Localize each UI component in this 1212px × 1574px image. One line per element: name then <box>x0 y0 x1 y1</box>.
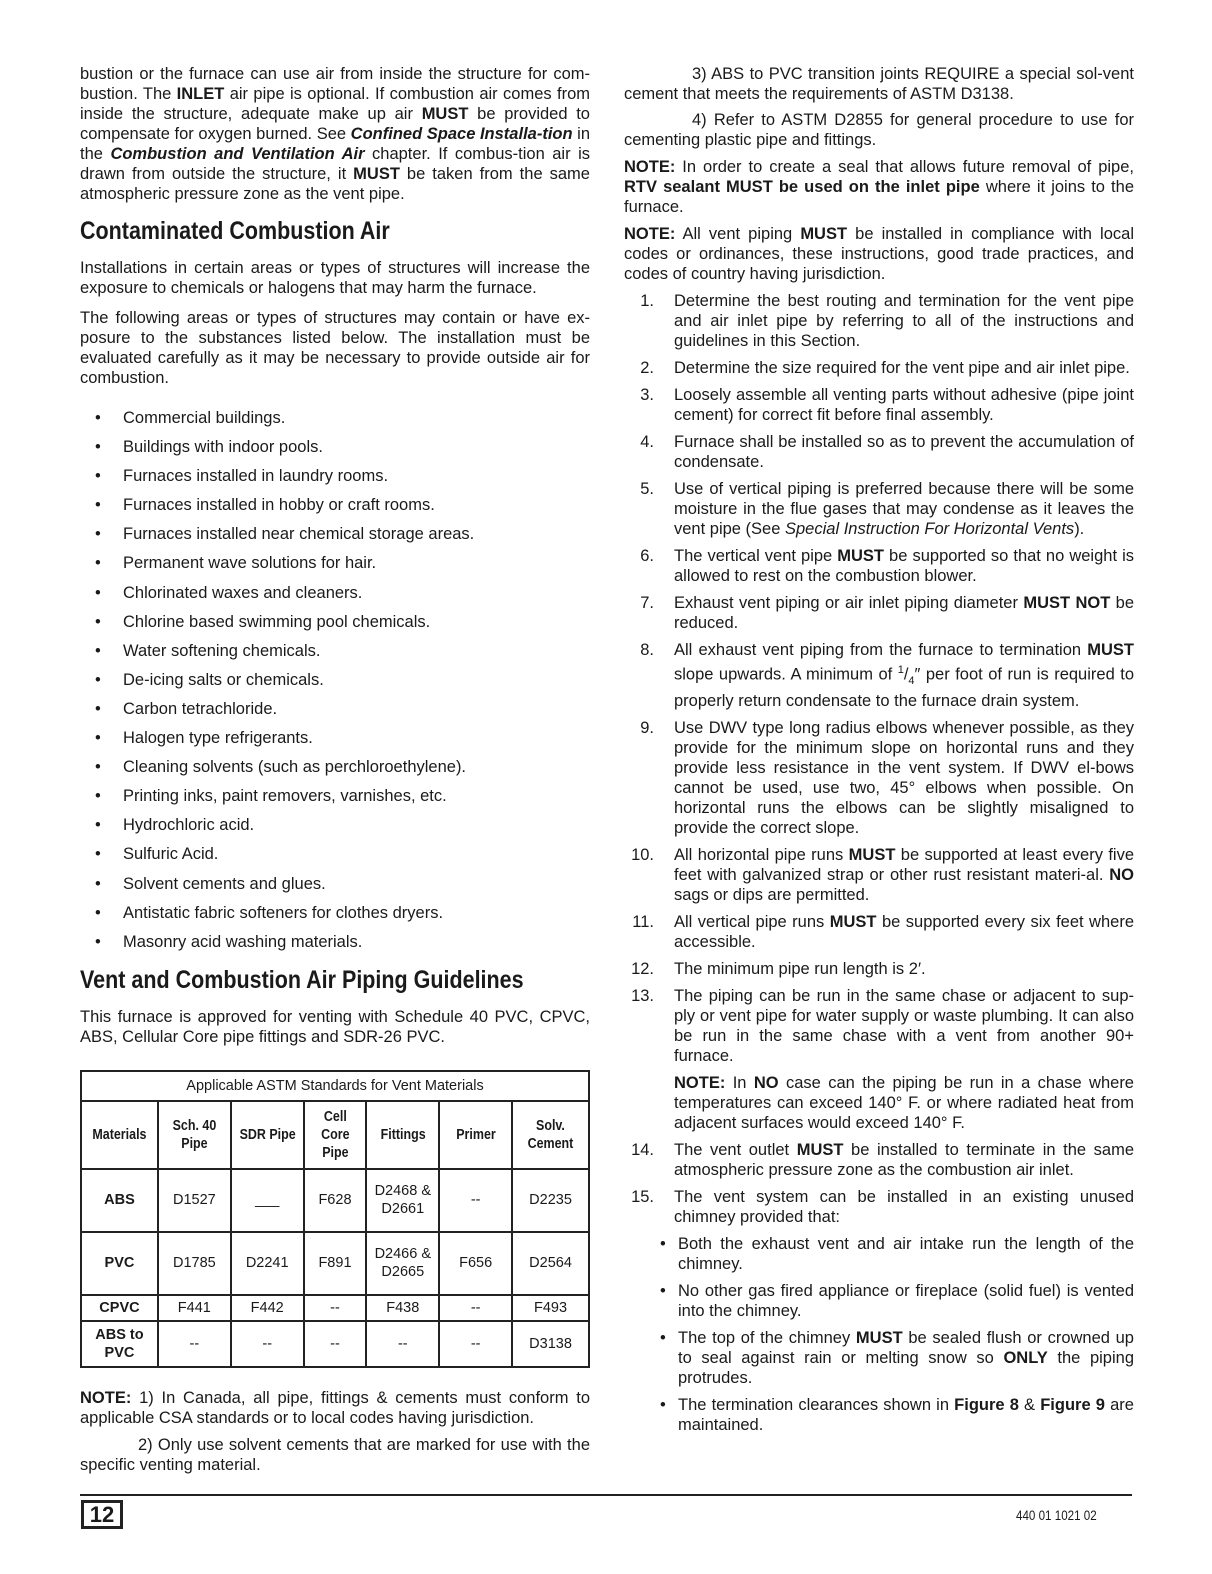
substances-list <box>80 404 590 957</box>
right-column <box>624 64 1134 1435</box>
col-header-fittings: Fittings <box>366 1101 439 1169</box>
step-13-note: NOTE: In NO case can the piping be run in a chase where temperatures can exceed 140° F. or where radiated heat from adjacent surfaces would exceed 140° F. <box>674 1073 1134 1132</box>
approved-paragraph: This furnace is approved for venting with Schedule 40 PVC, CPVC, ABS, Cellular Core pipe fittings and SDR-26 PVC. <box>80 1007 590 1046</box>
list-item: • Antistatic fabric softeners for clothes dryers. <box>80 899 590 928</box>
note-astm-d2855: 4) Refer to ASTM D2855 for general procedure to use for cementing plastic pipe and fittings. <box>624 111 1134 149</box>
list-item: • No other gas fired appliance or fireplace (solid fuel) is vented into the chimney. <box>624 1281 1134 1321</box>
list-item: • Buildings with indoor pools. <box>80 433 590 462</box>
list-item: • Permanent wave solutions for hair. <box>80 549 590 578</box>
list-item: • Furnaces installed in hobby or craft rooms. <box>80 491 590 520</box>
document-number: 440 01 1021 02 <box>1016 1508 1097 1523</box>
list-item: • Solvent cements and glues. <box>80 870 590 899</box>
step-item: 4. Furnace shall be installed so as to prevent the accumulation of condensate. <box>640 433 1134 471</box>
intro-paragraph: bustion or the furnace can use air from inside the structure for com-bustion. The INLET air pipe is optional. If combustion air comes from inside the structure, adequate make up air MUST be provided to compensate for oxygen burned. See Confined Space Installa-tion in the Combustion and Ventilation Air chapter. If combus-tion air is drawn from outside the structure, it MUST be taken from the same atmospheric pressure zone as the vent pipe. <box>80 65 591 203</box>
list-item: • Water softening chemicals. <box>80 637 590 666</box>
list-item: • Carbon tetrachloride. <box>80 695 590 724</box>
page-number: 12 <box>81 1500 123 1529</box>
col-header-solv-cement: Solv. Cement <box>512 1101 589 1169</box>
astm-standards-table <box>80 1070 590 1368</box>
step-item: 15. The vent system can be installed in an existing unused chimney provided that: <box>631 1187 1134 1226</box>
installations-paragraph: Installations in certain areas or types of structures will increase the exposure to chemicals or halogens that may harm the furnace. <box>80 259 590 297</box>
left-column <box>80 64 590 1475</box>
heading-contaminated: Contaminated Combustion Air <box>80 217 390 245</box>
list-item: • Sulfuric Acid. <box>80 840 590 869</box>
step-item: 14. The vent outlet MUST be installed to terminate in the same atmospheric pressure zone as the combustion air inlet. <box>631 1140 1134 1179</box>
col-header-materials: Materials <box>81 1101 158 1169</box>
list-item: • The termination clearances shown in Figure 8 & Figure 9 are maintained. <box>624 1395 1134 1435</box>
chimney-conditions-list <box>624 1234 1134 1435</box>
col-header-sdr: SDR Pipe <box>231 1101 304 1169</box>
note-solvent: 2) Only use solvent cements that are marked for use with the specific venting material. <box>80 1435 590 1474</box>
list-item: • De-icing salts or chemicals. <box>80 666 590 695</box>
list-item: • Masonry acid washing materials. <box>80 928 590 957</box>
piping-steps <box>624 291 1134 1227</box>
table-row: ABS to PVC -- -- -- -- -- D3138 <box>81 1321 589 1367</box>
step-item: 13. The piping can be run in the same chase or adjacent to sup-ply or vent pipe for water supply or waste plumbing. It can also be run in the same chase with a vent from another 90+ furnace. NOTE: In NO case can the piping be run in a chase where temperatures can exceed 140° F. or where radiated heat from adjacent surfaces would exceed 140° F. <box>631 986 1134 1132</box>
col-header-cell-core: Cell Core Pipe <box>304 1101 367 1169</box>
footer-rule <box>80 1494 1132 1496</box>
step-item: 1. Determine the best routing and termination for the vent pipe and air inlet pipe by referring to all of the instructions and guidelines in this Section. <box>640 292 1134 350</box>
list-item: • Halogen type refrigerants. <box>80 724 590 753</box>
list-item: • The top of the chimney MUST be sealed flush or crowned up to seal against rain or melting snow so ONLY the piping protrudes. <box>624 1328 1134 1388</box>
list-item: • Chlorine based swimming pool chemicals. <box>80 608 590 637</box>
step-item: 9. Use DWV type long radius elbows whenever possible, as they provide for the minimum slope on horizontal runs and they provide less resistance in the vent system. If DWV el-bows cannot be used, use two, 45° elbows when possible. On horizontal runs the elbows can be slightly misaligned to provide the correct slope. <box>640 718 1134 837</box>
table-row: PVC D1785 D2241 F891 D2466 & D2665 F656 D2564 <box>81 1232 589 1295</box>
step-item: 2. Determine the size required for the vent pipe and air inlet pipe. <box>640 359 1130 377</box>
step-item: 11. All vertical pipe runs MUST be supported every six feet where accessible. <box>632 912 1134 951</box>
table-row: CPVC F441 F442 -- F438 -- F493 <box>81 1295 589 1321</box>
step-item: 10. All horizontal pipe runs MUST be supported at least every five feet with galvanized strap or other rust resistant materi-al. NO sags or dips are permitted. <box>631 845 1134 904</box>
note-rtv-sealant: NOTE: In order to create a seal that allows future removal of pipe, RTV sealant MUST be used on the inlet pipe where it joins to the furnace. <box>624 158 1134 216</box>
table-title: Applicable ASTM Standards for Vent Materials <box>81 1071 589 1101</box>
step-item: 8. All exhaust vent piping from the furnace to termination MUST slope upwards. A minimum of $^1/_4''$ per foot of run is required to properly return condensate to the furnace drain system. <box>640 641 1134 710</box>
step-item: 3. Loosely assemble all venting parts without adhesive (pipe joint cement) for correct fit before final assembly. <box>640 386 1134 424</box>
col-header-sch40: Sch. 40 Pipe <box>158 1101 231 1169</box>
step-item: 12. The minimum pipe run length is 2′. <box>631 959 926 978</box>
list-item: • Both the exhaust vent and air intake run the length of the chimney. <box>624 1234 1134 1274</box>
step-item: 6. The vertical vent pipe MUST be supported so that no weight is allowed to rest on the combustion blower. <box>640 547 1134 585</box>
step-item: 5. Use of vertical piping is preferred because there will be some moisture in the flue gases that may condense as it leaves the vent pipe (See Special Instruction For Horizontal Vents). <box>640 480 1134 538</box>
list-item: • Hydrochloric acid. <box>80 811 590 840</box>
list-item: • Printing inks, paint removers, varnishes, etc. <box>80 782 590 811</box>
list-item: • Cleaning solvents (such as perchloroethylene). <box>80 753 590 782</box>
note-compliance: NOTE: All vent piping MUST be installed in compliance with local codes or ordinances, these instructions, good trade practices, and codes of country having jurisdiction. <box>624 225 1134 283</box>
heading-vent-guidelines: Vent and Combustion Air Piping Guidelines <box>80 965 524 994</box>
note-canada: NOTE: 1) In Canada, all pipe, fittings & cements must conform to applicable CSA standards or to local codes having jurisdiction. <box>80 1388 590 1427</box>
step-item: 7. Exhaust vent piping or air inlet piping diameter MUST NOT be reduced. <box>640 594 1135 632</box>
list-item: • Furnaces installed near chemical storage areas. <box>80 520 590 549</box>
list-item: • Chlorinated waxes and cleaners. <box>80 579 590 608</box>
list-item: • Furnaces installed in laundry rooms. <box>80 462 590 491</box>
note-abs-pvc: 3) ABS to PVC transition joints REQUIRE a special sol-vent cement that meets the requirements of ASTM D3138. <box>624 65 1134 103</box>
following-paragraph: The following areas or types of structures may contain or have ex-posure to the substances listed below. The installation must be evaluated carefully as it may be necessary to provide outside air for combustion. <box>80 309 590 387</box>
col-header-primer: Primer <box>439 1101 512 1169</box>
list-item: • Commercial buildings. <box>80 404 590 433</box>
table-row: ABS D1527 ___ F628 D2468 & D2661 -- D2235 <box>81 1169 589 1232</box>
